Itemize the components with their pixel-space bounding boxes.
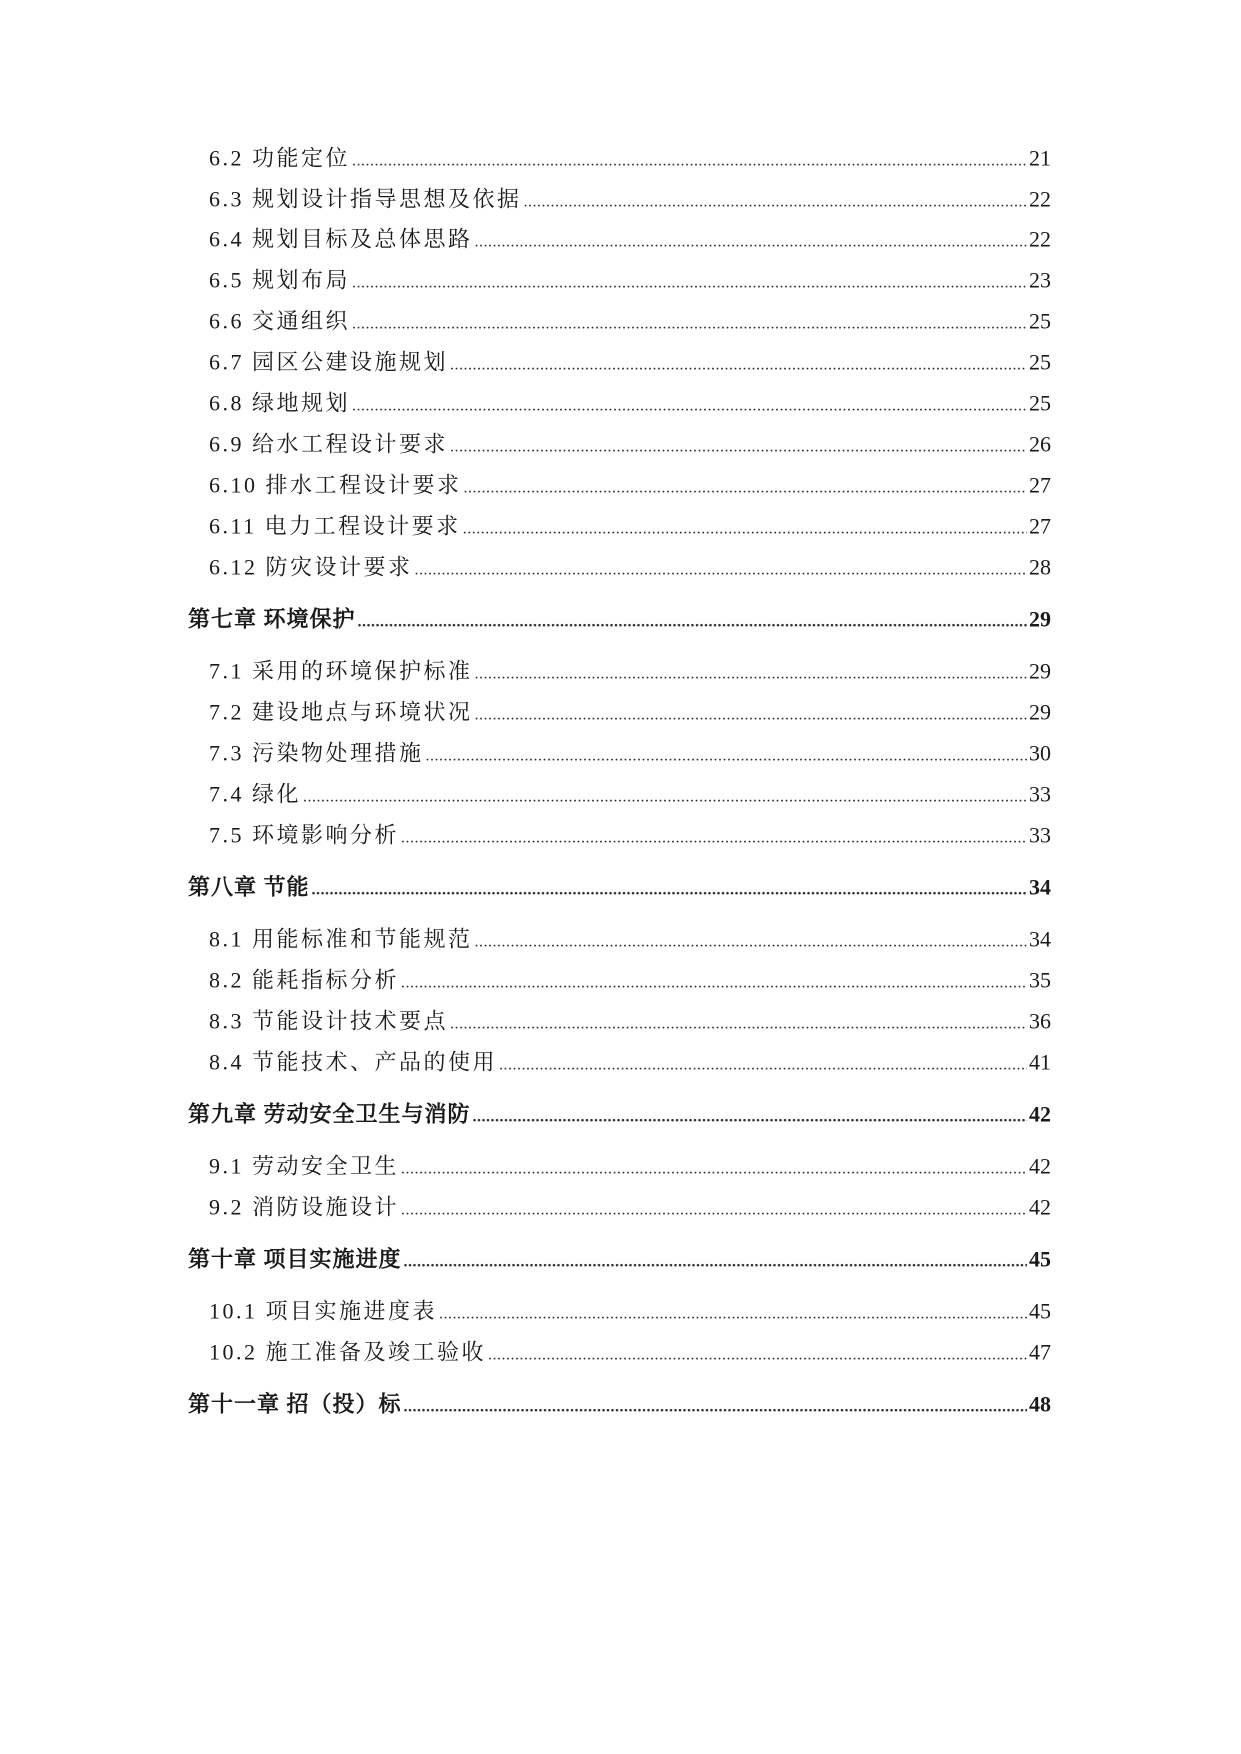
toc-page-number: 22 — [1029, 226, 1051, 252]
toc-dot-leader — [464, 471, 1027, 504]
toc-dot-leader — [475, 225, 1027, 258]
toc-entry-title: 7.5 环境影响分析 — [209, 822, 400, 848]
toc-dot-leader — [312, 873, 1027, 906]
toc-entry-title: 10.2 施工准备及竣工验收 — [209, 1339, 487, 1365]
toc-section-entry[interactable] — [209, 1007, 1051, 1040]
toc-page-number: 25 — [1029, 349, 1051, 375]
toc-page-number: 47 — [1029, 1339, 1051, 1365]
toc-page-number: 21 — [1029, 145, 1051, 171]
toc-section-entry[interactable] — [209, 780, 1051, 813]
toc-entry-title: 10.1 项目实施进度表 — [209, 1298, 438, 1324]
toc-section-entry[interactable] — [209, 144, 1051, 177]
toc-dot-leader — [401, 1193, 1027, 1226]
toc-section-entry[interactable] — [209, 698, 1051, 731]
toc-entry-title: 7.3 污染物处理措施 — [209, 740, 424, 766]
toc-entry-title: 6.10 排水工程设计要求 — [209, 472, 462, 498]
toc-page-number: 25 — [1029, 390, 1051, 416]
toc-entry-title: 6.5 规划布局 — [209, 267, 351, 293]
toc-section-entry[interactable] — [209, 739, 1051, 772]
toc-page-number: 28 — [1029, 554, 1051, 580]
toc-section-entry[interactable] — [209, 1297, 1051, 1330]
toc-page-number: 45 — [1029, 1298, 1051, 1324]
toc-dot-leader — [450, 1007, 1027, 1040]
toc-entry-title: 7.1 采用的环境保护标准 — [209, 658, 473, 684]
toc-section-entry[interactable] — [209, 1338, 1051, 1371]
toc-page-number: 25 — [1029, 308, 1051, 334]
toc-page-number: 33 — [1029, 822, 1051, 848]
toc-page-number: 22 — [1029, 186, 1051, 212]
toc-dot-leader — [358, 605, 1027, 638]
toc-section-entry[interactable] — [209, 348, 1051, 381]
toc-dot-leader — [524, 185, 1027, 218]
toc-entry-title: 第十章 项目实施进度 — [188, 1246, 402, 1272]
toc-dot-leader — [475, 657, 1027, 690]
toc-section-entry[interactable] — [209, 389, 1051, 422]
toc-section-entry[interactable] — [209, 821, 1051, 854]
toc-dot-leader — [352, 266, 1027, 299]
toc-page-number: 36 — [1029, 1008, 1051, 1034]
toc-entry-title: 第七章 环境保护 — [188, 606, 356, 632]
toc-section-entry[interactable] — [209, 1048, 1051, 1081]
toc-dot-leader — [401, 966, 1027, 999]
toc-entry-title: 第九章 劳动安全卫生与消防 — [188, 1101, 471, 1127]
toc-section-entry[interactable] — [209, 553, 1051, 586]
toc-page-number: 33 — [1029, 781, 1051, 807]
toc-page-number: 29 — [1029, 658, 1051, 684]
toc-section-entry[interactable] — [209, 1152, 1051, 1185]
toc-chapter-entry[interactable] — [188, 1245, 1051, 1278]
toc-entry-title: 7.4 绿化 — [209, 781, 302, 807]
toc-entry-title: 6.6 交通组织 — [209, 308, 351, 334]
toc-dot-leader — [439, 1297, 1027, 1330]
toc-chapter-entry[interactable] — [188, 873, 1051, 906]
toc-page-number: 29 — [1029, 606, 1051, 632]
toc-chapter-entry[interactable] — [188, 605, 1051, 638]
toc-dot-leader — [463, 512, 1027, 545]
toc-dot-leader — [475, 698, 1027, 731]
toc-entry-title: 6.11 电力工程设计要求 — [209, 513, 461, 539]
toc-entry-title: 8.4 节能技术、产品的使用 — [209, 1049, 498, 1075]
toc-section-entry[interactable] — [209, 512, 1051, 545]
toc-page-number: 34 — [1029, 926, 1051, 952]
toc-entry-title: 6.12 防灾设计要求 — [209, 554, 413, 580]
toc-page-number: 27 — [1029, 513, 1051, 539]
toc-page-number: 42 — [1029, 1101, 1051, 1127]
toc-page-number: 45 — [1029, 1246, 1051, 1272]
toc-section-entry[interactable] — [209, 430, 1051, 463]
toc-section-entry[interactable] — [209, 1193, 1051, 1226]
toc-entry-title: 6.9 给水工程设计要求 — [209, 431, 449, 457]
toc-page-number: 30 — [1029, 740, 1051, 766]
toc-entry-title: 7.2 建设地点与环境状况 — [209, 699, 473, 725]
toc-page-number: 35 — [1029, 967, 1051, 993]
toc-section-entry[interactable] — [209, 471, 1051, 504]
toc-section-entry[interactable] — [209, 966, 1051, 999]
toc-dot-leader — [450, 348, 1027, 381]
toc-dot-leader — [488, 1338, 1027, 1371]
toc-page-number: 26 — [1029, 431, 1051, 457]
toc-page-number: 42 — [1029, 1153, 1051, 1179]
toc-page-number: 27 — [1029, 472, 1051, 498]
toc-dot-leader — [404, 1245, 1027, 1278]
toc-entry-title: 6.2 功能定位 — [209, 145, 351, 171]
toc-page-number: 48 — [1029, 1391, 1051, 1417]
toc-page-number: 29 — [1029, 699, 1051, 725]
toc-entry-title: 第八章 节能 — [188, 874, 310, 900]
toc-chapter-entry[interactable] — [188, 1100, 1051, 1133]
toc-dot-leader — [352, 307, 1027, 340]
toc-dot-leader — [303, 780, 1027, 813]
toc-section-entry[interactable] — [209, 657, 1051, 690]
toc-entry-title: 6.8 绿地规划 — [209, 390, 351, 416]
toc-dot-leader — [352, 389, 1027, 422]
toc-entry-title: 第十一章 招（投）标 — [188, 1391, 402, 1417]
toc-dot-leader — [401, 1152, 1027, 1185]
toc-page-number: 34 — [1029, 874, 1051, 900]
toc-section-entry[interactable] — [209, 225, 1051, 258]
toc-entry-title: 6.4 规划目标及总体思路 — [209, 226, 473, 252]
toc-page-number: 41 — [1029, 1049, 1051, 1075]
toc-entry-title: 9.2 消防设施设计 — [209, 1194, 400, 1220]
toc-entry-title: 9.1 劳动安全卫生 — [209, 1153, 400, 1179]
toc-entry-title: 8.1 用能标准和节能规范 — [209, 926, 473, 952]
toc-section-entry[interactable] — [209, 925, 1051, 958]
toc-entry-title: 8.2 能耗指标分析 — [209, 967, 400, 993]
toc-entry-title: 6.7 园区公建设施规划 — [209, 349, 449, 375]
toc-dot-leader — [450, 430, 1027, 463]
toc-section-entry[interactable] — [209, 307, 1051, 340]
toc-dot-leader — [499, 1048, 1027, 1081]
toc-entry-title: 6.3 规划设计指导思想及依据 — [209, 186, 522, 212]
toc-page-number: 23 — [1029, 267, 1051, 293]
toc-chapter-entry[interactable] — [188, 1390, 1051, 1423]
toc-dot-leader — [404, 1390, 1027, 1423]
toc-page-number: 42 — [1029, 1194, 1051, 1220]
toc-dot-leader — [401, 821, 1027, 854]
toc-dot-leader — [473, 1100, 1027, 1133]
toc-section-entry[interactable] — [209, 185, 1051, 218]
toc-dot-leader — [475, 925, 1027, 958]
toc-section-entry[interactable] — [209, 266, 1051, 299]
toc-dot-leader — [426, 739, 1027, 772]
toc-dot-leader — [352, 144, 1027, 177]
toc-dot-leader — [415, 553, 1027, 586]
toc-entry-title: 8.3 节能设计技术要点 — [209, 1008, 449, 1034]
